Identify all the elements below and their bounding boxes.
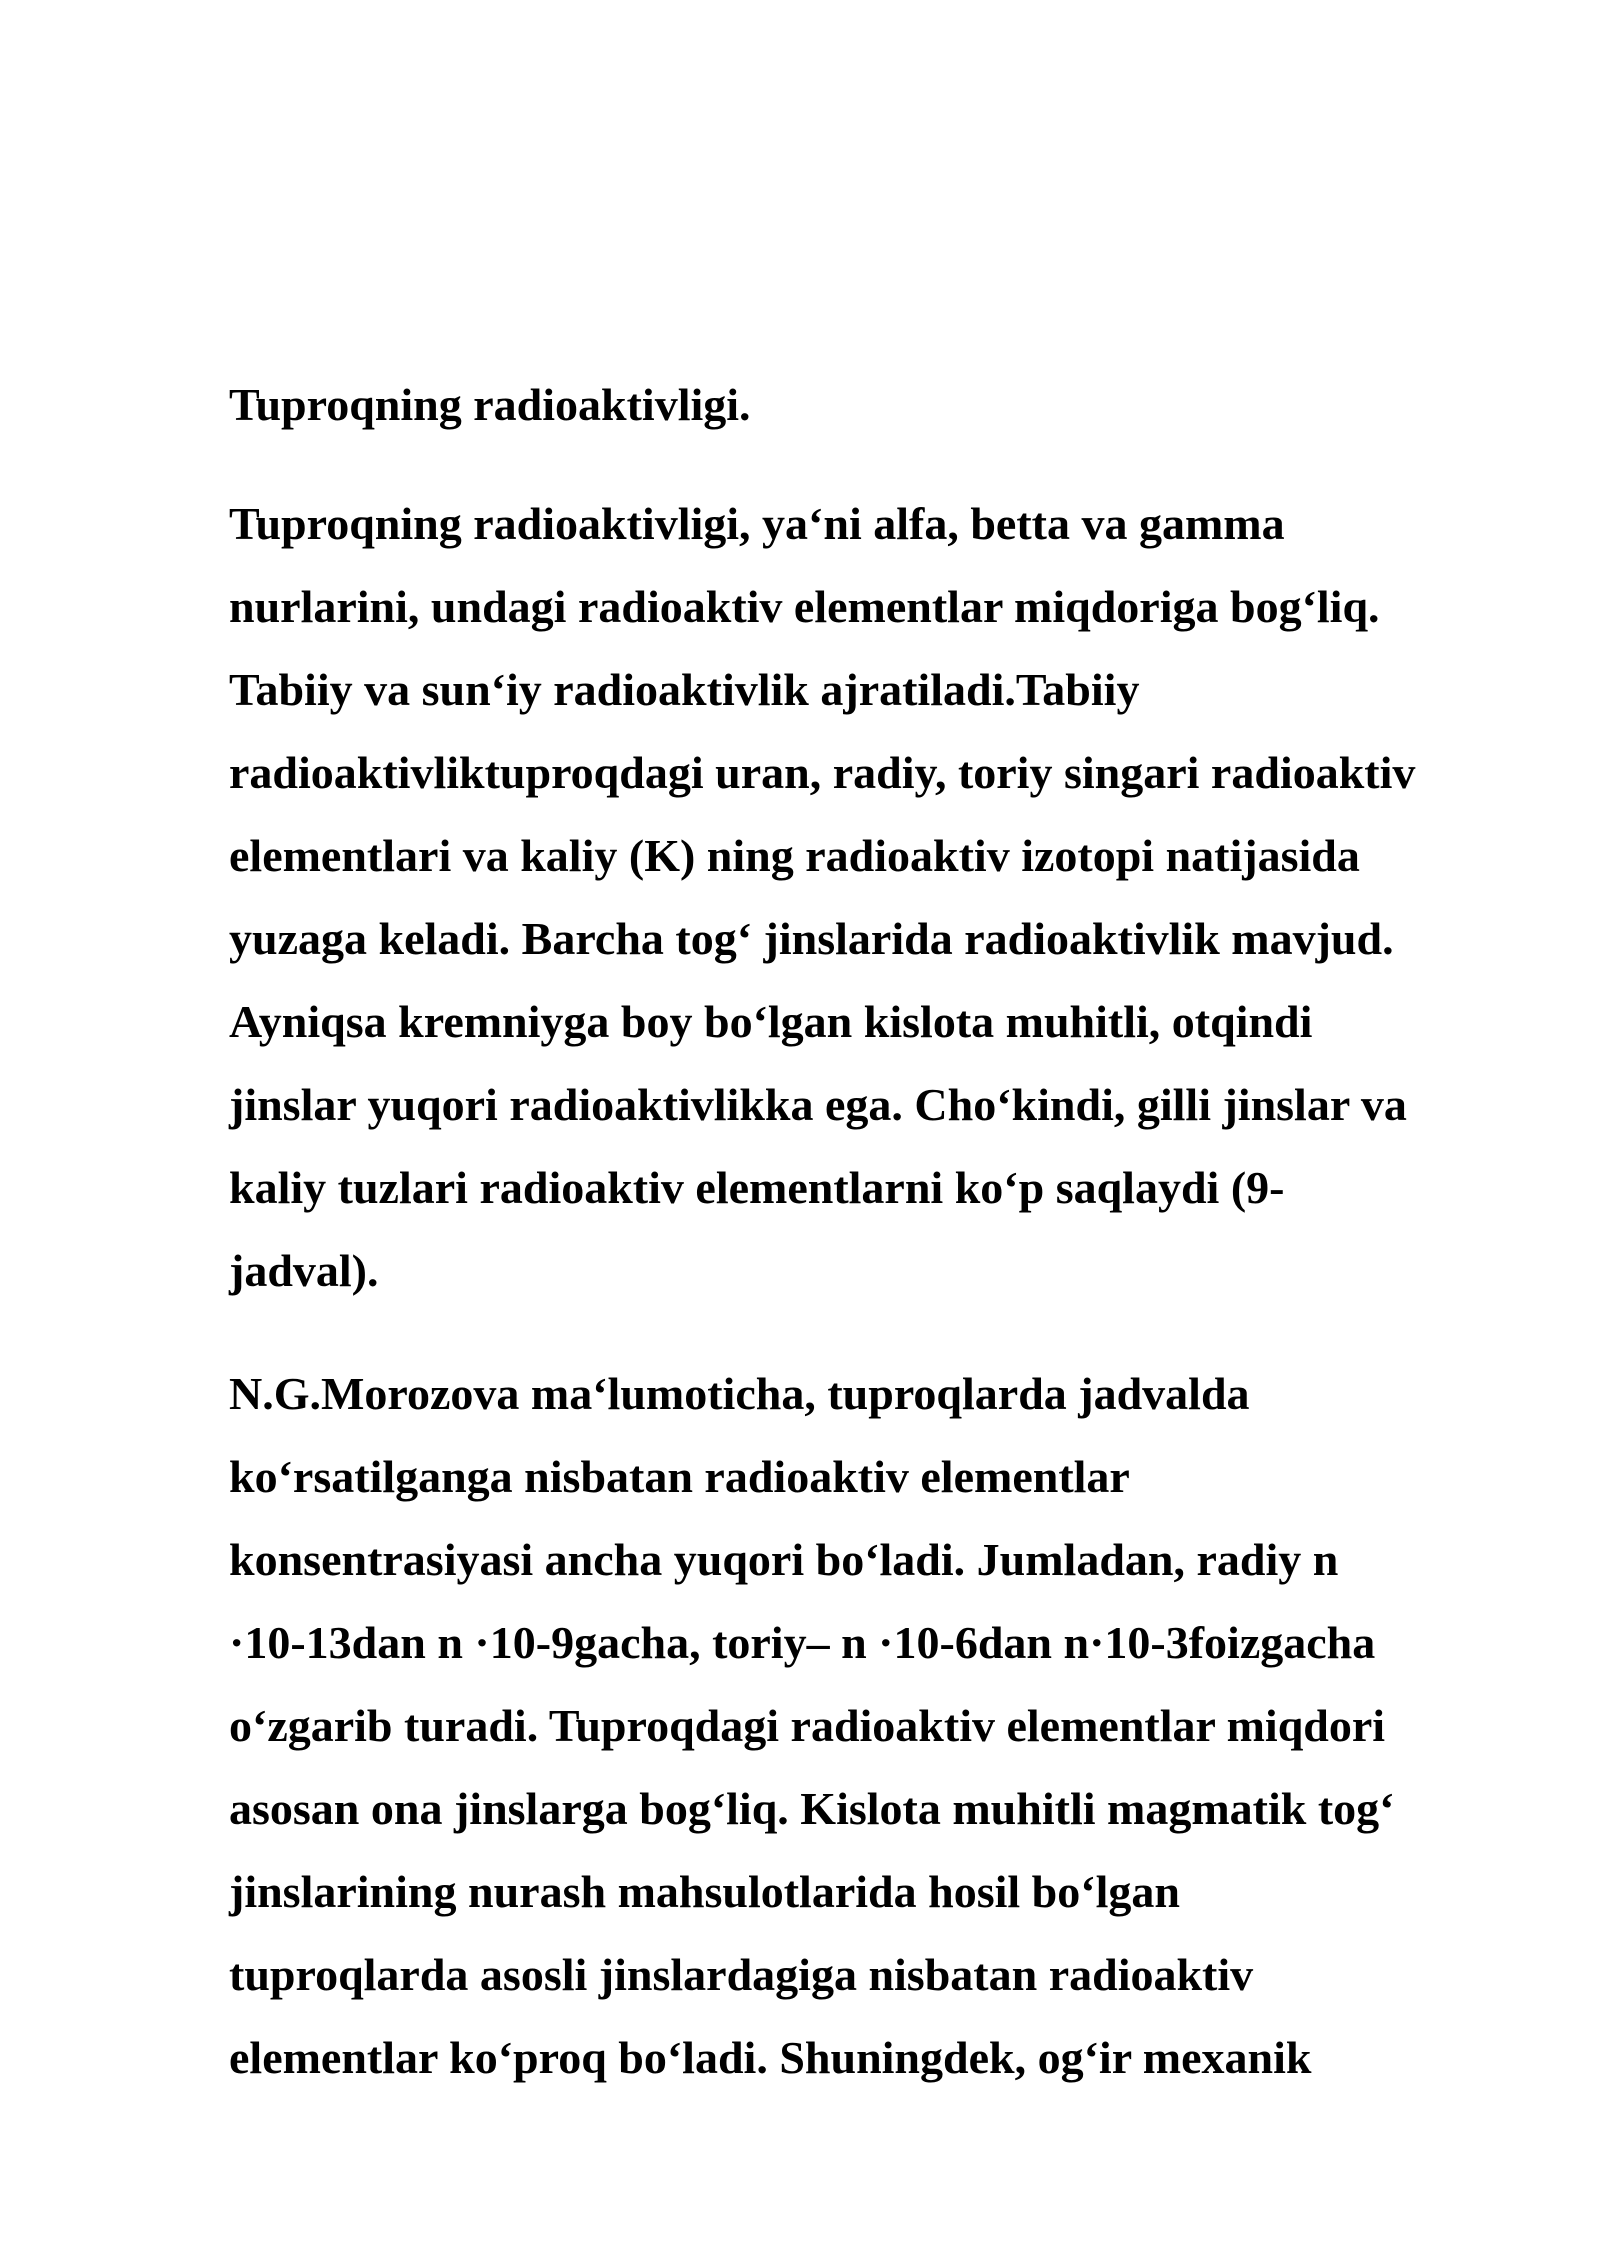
- paragraph-1: [229, 482, 1529, 1312]
- document-title: Tuproqning radioaktivligi.: [229, 379, 751, 430]
- text-line: jinslar yuqori radioaktivlikka ega. Cho‘kindi, gilli jinslar va: [229, 1079, 1407, 1130]
- text-line: konsentrasiyasi ancha yuqori bo‘ladi. Jumladan, radiy n: [229, 1534, 1339, 1585]
- text-line: jinslarining nurash mahsulotlarida hosil bo‘lgan: [229, 1866, 1180, 1917]
- text-line: tuproqlarda asosli jinslardagiga nisbatan radioaktiv: [229, 1949, 1254, 2000]
- text-line: Ayniqsa kremniyga boy bo‘lgan kislota muhitli, otqindi: [229, 996, 1313, 1047]
- text-line: asosan ona jinslarga bog‘liq. Kislota muhitli magmatik tog‘: [229, 1783, 1395, 1834]
- text-line: kaliy tuzlari radioaktiv elementlarni ko‘p saqlaydi (9-: [229, 1162, 1285, 1213]
- text-line: yuzaga keladi. Barcha tog‘ jinslarida radioaktivlik mavjud.: [229, 913, 1394, 964]
- text-line: Tuproqning radioaktivligi, ya‘ni alfa, betta va gamma: [229, 498, 1285, 549]
- text-line: nurlarini, undagi radioaktiv elementlar miqdoriga bog‘liq.: [229, 581, 1380, 632]
- text-line: ·10-13dan n ·10-9gacha, toriy– n ·10-6dan n·10-3foizgacha: [229, 1617, 1376, 1668]
- text-line: o‘zgarib turadi. Tuproqdagi radioaktiv elementlar miqdori: [229, 1700, 1386, 1751]
- text-line: elementlar ko‘proq bo‘ladi. Shuningdek, og‘ir mexanik: [229, 2032, 1312, 2083]
- text-line: N.G.Morozova ma‘lumoticha, tuproqlarda jadvalda: [229, 1368, 1250, 1419]
- text-line: Tabiiy va sun‘iy radioaktivlik ajratiladi.Tabiiy: [229, 664, 1140, 715]
- paragraph-2: [229, 1352, 1529, 2099]
- text-line: jadval).: [229, 1245, 379, 1296]
- document-body: [229, 368, 1529, 2099]
- text-line: radioaktivliktuproqdagi uran, radiy, toriy singari radioaktiv: [229, 747, 1416, 798]
- text-line: elementlari va kaliy (K) ning radioaktiv izotopi natijasida: [229, 830, 1360, 881]
- text-line: ko‘rsatilganga nisbatan radioaktiv elementlar: [229, 1451, 1130, 1502]
